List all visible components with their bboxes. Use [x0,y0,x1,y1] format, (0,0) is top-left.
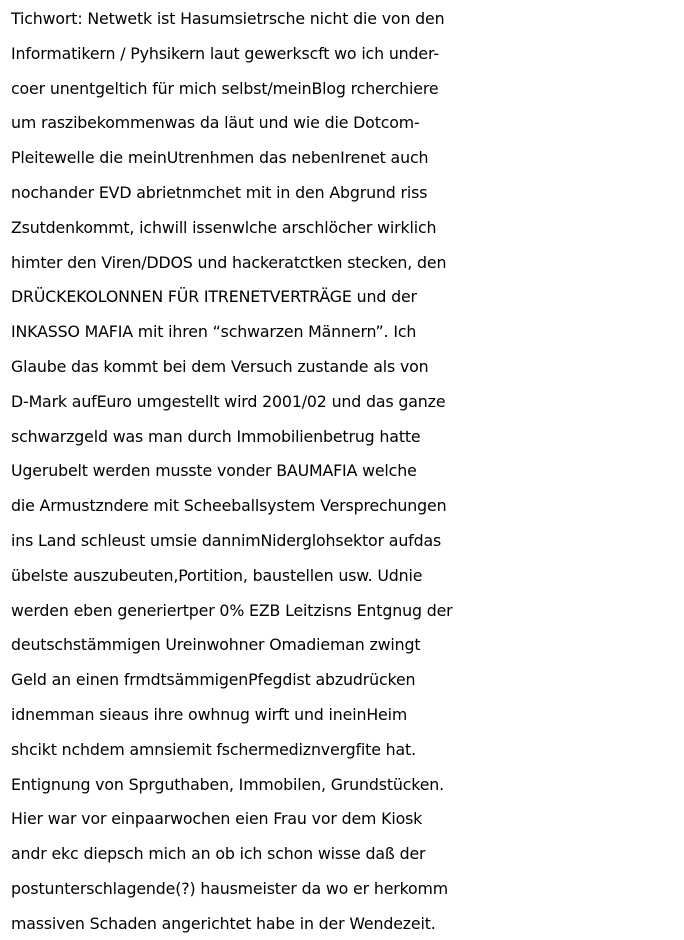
text-line-6: nochander EVD abrietnmchet mit in den Abgrund riss [11,182,428,202]
text-line-17: übelste auszubeuten,Portition, baustellen usw. Udnie [11,565,423,585]
text-line-22: shcikt nchdem amnsiemit fschermediznvergfite hat. [11,739,416,759]
text-line-15: die Armustzndere mit Scheeballsystem Versprechungen [11,496,447,516]
text-line-24: Hier war vor einpaarwochen eien Frau vor dem Kiosk [11,809,423,829]
text-line-27: massiven Schaden angerichtet habe in der Wendezeit. [11,913,436,933]
text-line-2: Informatikern / Pyhsikern laut gewerkscft wo ich under- [11,43,439,63]
text-line-5: Pleitewelle die meinUtrenhmen das nebenIrenet auch [11,148,429,168]
text-line-8: himter den Viren/DDOS und hackeratctken stecken, den [11,252,447,272]
text-line-10: INKASSO MAFIA mit ihren “schwarzen Männern”. Ich [11,322,417,342]
text-line-20: Geld an einen frmdtsämmigenPfegdist abzudrücken [11,670,416,690]
text-line-12: D-Mark aufEuro umgestellt wird 2001/02 und das ganze [11,391,446,411]
text-line-4: um raszibekommenwas da läut und wie die Dotcom- [11,113,420,133]
text-line-9: DRÜCKEKOLONNEN FÜR ITRENETVERTRÄGE und der [11,287,417,307]
text-line-21: idnemman sieaus ihre owhnug wirft und ineinHeim [11,704,408,724]
text-line-18: werden eben generiertper 0% EZB Leitzisns Entgnug der [11,600,453,620]
body-text [11,2,681,940]
text-line-13: schwarzgeld was man durch Immobilienbetrug hatte [11,426,421,446]
text-line-23: Entignung von Sprguthaben, Immobilen, Grundstücken. [11,774,445,794]
text-line-16: ins Land schleust umsie dannimNiderglohsektor aufdas [11,530,442,550]
text-line-11: Glaube das kommt bei dem Versuch zustande als von [11,356,429,376]
text-line-14: Ugerubelt werden musste vonder BAUMAFIA welche [11,461,417,481]
text-line-19: deutschstämmigen Ureinwohner Omadieman zwingt [11,635,421,655]
text-line-25: andr ekc diepsch mich an ob ich schon wisse daß der [11,844,426,864]
text-line-26: postunterschlagende(?) hausmeister da wo er herkomm [11,878,449,898]
text-line-1: Tichwort: Netwetk ist Hasumsietrsche nicht die von den [11,9,445,28]
text-line-3: coer unentgeltich für mich selbst/meinBlog rcherchiere [11,78,439,98]
text-line-7: Zsutdenkommt, ichwill issenwlche arschlöcher wirklich [11,217,437,237]
